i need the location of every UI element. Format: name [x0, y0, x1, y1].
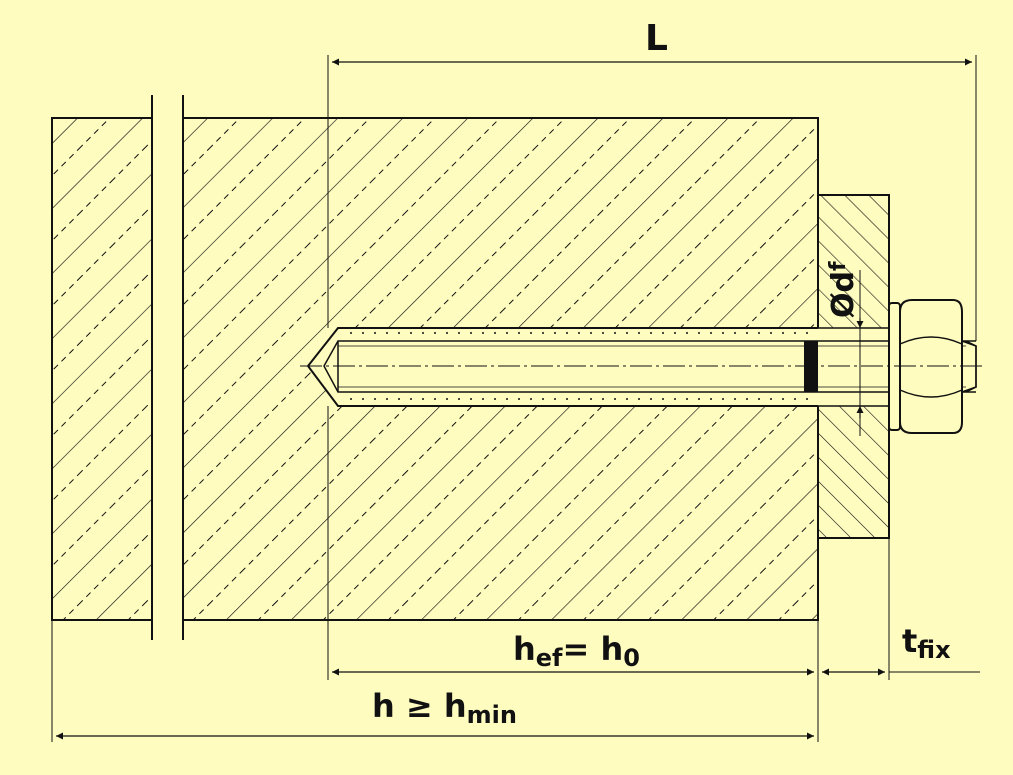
break-lines: [152, 95, 183, 640]
label-hef-h0: hef= h0: [513, 630, 640, 672]
label-tfix: tfix: [902, 622, 951, 664]
drill-hole: [308, 328, 818, 406]
label-L: L: [645, 18, 668, 59]
label-h-hmin: h ≥ hmin: [372, 687, 517, 729]
label-df: $Ød^f$: [826, 261, 861, 318]
